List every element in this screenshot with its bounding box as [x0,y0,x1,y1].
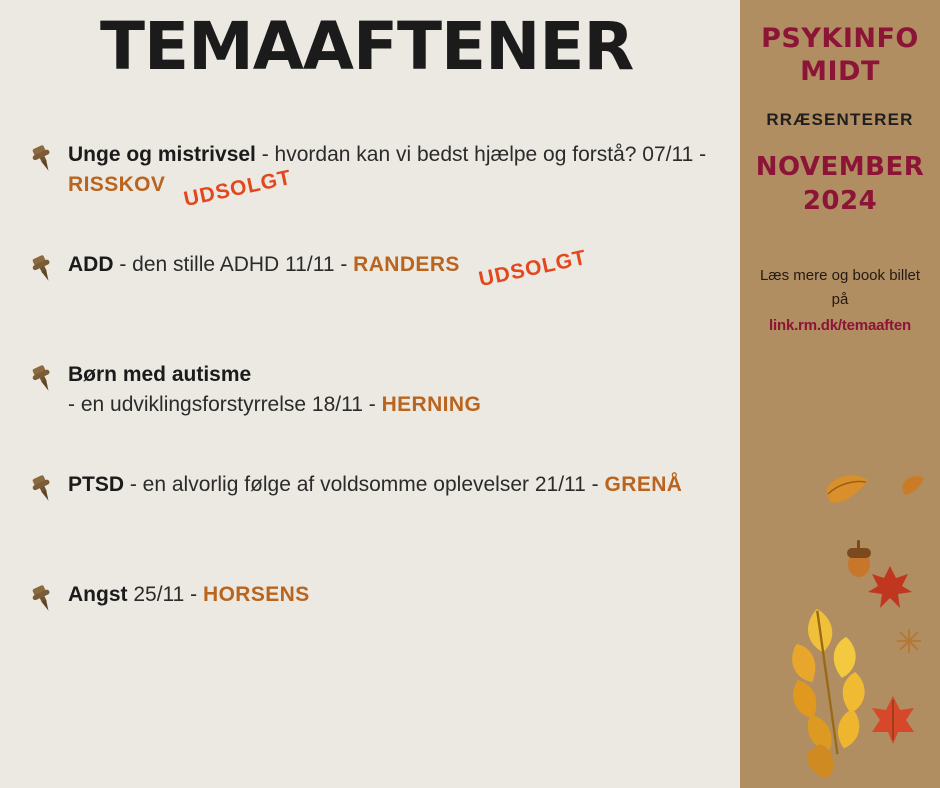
pushpin-icon [28,254,58,284]
list-item[interactable] [0,360,740,470]
leaf-icon [822,470,872,510]
list-item[interactable] [0,140,740,250]
leaf-icon [900,472,926,498]
booking-info [740,264,940,338]
sidebar [740,0,940,788]
page-title: TEMAAFTENER [100,8,634,85]
event-text [68,360,708,420]
event-title: Børn med autisme [68,363,252,386]
event-city: HERNING [381,393,482,416]
list-item[interactable] [0,245,740,360]
event-list [0,140,740,690]
brand-name [740,22,940,88]
month-label: NOVEMBER [755,152,925,182]
acorn-icon [842,538,876,578]
event-description: - en udviklingsforstyrrelse 18/11 - [68,393,382,416]
leaf-icon [800,742,840,782]
pushpin-icon [28,584,58,614]
event-description: - hvordan kan vi bedst hjælpe og forstå? 07/11 - [255,143,707,166]
status-badge: UDSOLGT [182,165,295,212]
event-text [68,245,708,292]
event-text [68,470,708,500]
event-city: GRENÅ [604,473,683,496]
pushpin-icon [28,144,58,174]
list-item[interactable] [0,580,740,690]
brand-line-2: MIDT [800,56,880,87]
event-description: - den stille ADHD 11/11 - [113,253,354,276]
brand-line-1: PSYKINFO [761,23,919,54]
event-text [68,140,708,212]
status-badge: UDSOLGT [476,245,589,292]
booking-text: Læs mere og book billet på [759,267,921,308]
event-title: Angst [68,583,128,606]
event-city: HORSENS [203,583,310,606]
list-item[interactable] [0,470,740,580]
date-block [740,150,940,218]
pushpin-icon [28,474,58,504]
maple-leaf-icon [868,564,912,610]
event-description: 25/11 - [127,583,203,606]
year-label: 2024 [802,186,878,216]
event-city: RISSKOV [68,173,166,196]
event-title: Unge og mistrivsel [68,143,256,166]
presents-label: RRÆSENTERER [766,110,914,129]
event-city: RANDERS [353,253,460,276]
leaf-icon [870,694,916,746]
pushpin-icon [28,364,58,394]
compound-leaf-icon [772,600,882,760]
seed-pod-icon [896,628,922,654]
event-title: ADD [68,253,114,276]
event-description: - en alvorlig følge af voldsomme oplevelser 21/11 - [124,473,605,496]
event-title: PTSD [68,473,125,496]
booking-link[interactable]: link.rm.dk/temaaften [769,317,911,334]
event-text [68,580,708,610]
